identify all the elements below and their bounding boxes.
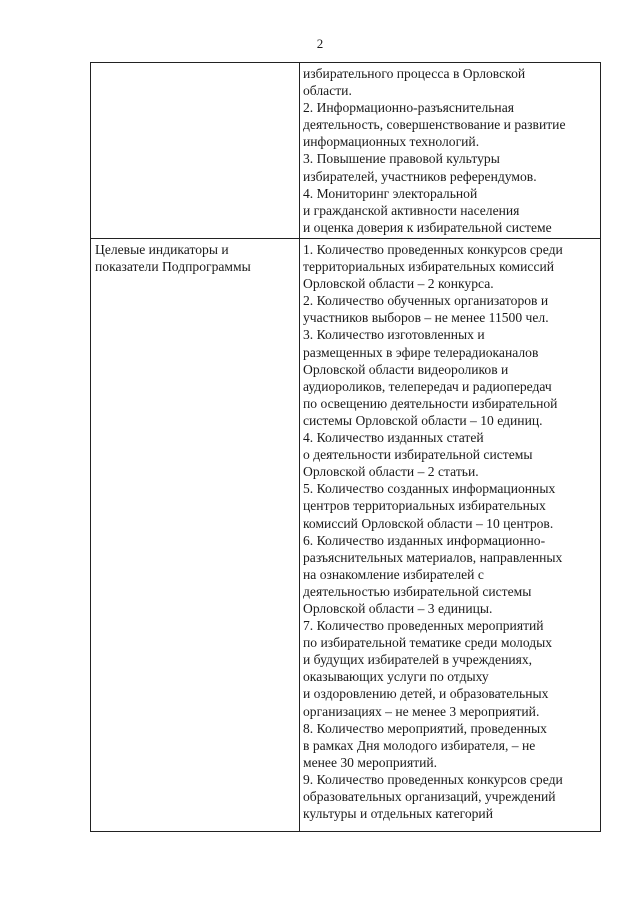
row2-left-cell: [95, 241, 295, 275]
text-line: Орловской области – 3 единицы.: [303, 600, 493, 616]
text-line: оказывающих услуги по отдыху: [303, 669, 489, 685]
text-line: в рамках Дня молодого избирателя, – не: [303, 737, 536, 753]
text-line: культуры и отдельных категорий: [303, 806, 493, 822]
text-line: территориальных избирательных комиссий: [303, 259, 555, 275]
text-line: и оценка доверия к избирательной системе: [303, 219, 552, 235]
text-line: аудиороликов, телепередач и радиопередач: [303, 378, 552, 394]
text-line: 1. Количество проведенных конкурсов среди: [303, 242, 563, 257]
text-line: 4. Количество изданных статей: [303, 430, 484, 446]
text-line: и будущих избирателей в учреждениях,: [303, 652, 533, 668]
text-line: 2. Информационно-разъяснительная: [303, 100, 514, 116]
page-number: 2: [316, 36, 324, 51]
row1-right-cell: [303, 65, 600, 236]
text-line: избирателей, участников референдумов.: [303, 168, 537, 184]
text-line: Орловской области видеороликов и: [303, 361, 509, 377]
column-divider: [299, 63, 300, 831]
row2-right-cell: [303, 241, 600, 822]
text-line: избирательного процесса в Орловской: [303, 66, 526, 81]
text-line: комиссий Орловской области – 10 центров.: [303, 515, 554, 531]
text-line: информационных технологий.: [303, 134, 480, 150]
text-line: системы Орловской области – 10 единиц.: [303, 412, 543, 428]
text-line: и гражданской активности населения: [303, 202, 520, 218]
text-line: показатели Подпрограммы: [95, 259, 251, 275]
text-line: образовательных организаций, учреждений: [303, 789, 556, 804]
text-line: участников выборов – не менее 11500 чел.: [303, 310, 549, 326]
text-line: 3. Повышение правовой культуры: [303, 151, 500, 167]
text-line: Орловской области – 2 конкурса.: [303, 276, 494, 292]
text-line: Целевые индикаторы и: [95, 242, 229, 257]
text-line: размещенных в эфире телерадиоканалов: [303, 344, 539, 360]
text-line: 5. Количество созданных информационных: [303, 481, 556, 497]
text-line: менее 30 мероприятий.: [303, 754, 438, 770]
program-table: [90, 62, 601, 832]
text-line: организациях – не менее 3 мероприятий.: [303, 703, 540, 719]
text-line: 2. Количество обученных организаторов и: [303, 293, 549, 309]
text-line: центров территориальных избирательных: [303, 498, 546, 514]
text-line: Орловской области – 2 статьи.: [303, 464, 479, 480]
text-line: области.: [303, 83, 352, 99]
text-line: по избирательной тематике среди молодых: [303, 635, 553, 651]
text-line: 3. Количество изготовленных и: [303, 327, 485, 343]
text-line: на ознакомление избирателей с: [303, 566, 484, 582]
text-line: по освещению деятельности избирательной: [303, 395, 558, 411]
text-line: 9. Количество проведенных конкурсов среди: [303, 771, 563, 787]
row-divider: [91, 238, 600, 239]
text-line: 4. Мониторинг электоральной: [303, 185, 478, 201]
text-line: и оздоровлению детей, и образовательных: [303, 686, 549, 702]
text-line: 6. Количество изданных информационно-: [303, 532, 546, 548]
text-line: деятельностью избирательной системы: [303, 583, 532, 599]
text-line: 8. Количество мероприятий, проведенных: [303, 720, 547, 736]
text-line: о деятельности избирательной системы: [303, 447, 533, 463]
text-line: 7. Количество проведенных мероприятий: [303, 618, 544, 634]
text-line: разъяснительных материалов, направленных: [303, 549, 563, 565]
text-line: деятельность, совершенствование и развитие: [303, 117, 566, 133]
